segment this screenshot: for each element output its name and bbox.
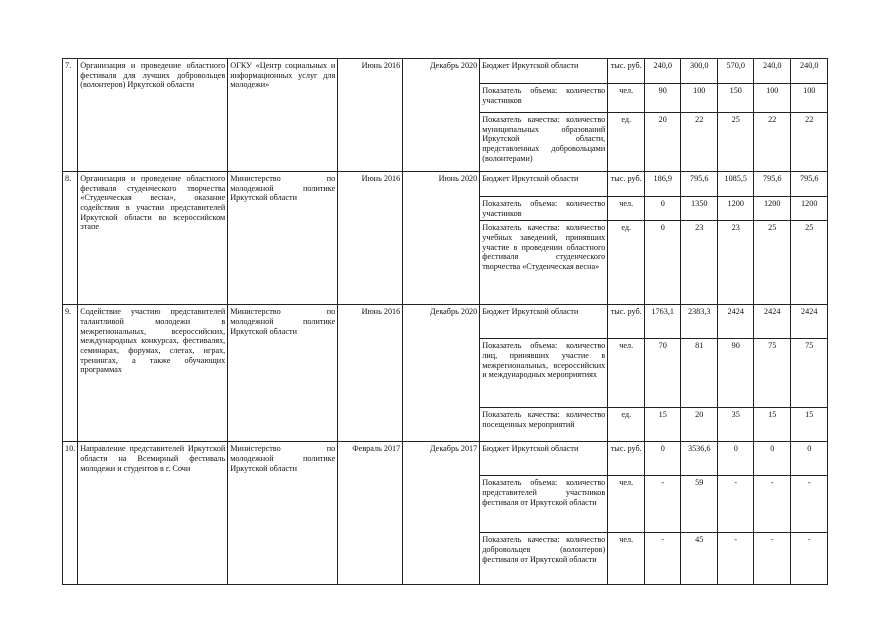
value-cell: 90 bbox=[645, 84, 681, 113]
value-cell: 75 bbox=[791, 339, 828, 408]
end-date: Декабрь 2020 bbox=[403, 305, 480, 442]
indicator-label: Показатель качества: количество посещенных мероприятий bbox=[480, 408, 608, 442]
value-cell: 2424 bbox=[791, 305, 828, 339]
value-cell: 300,0 bbox=[681, 59, 718, 84]
start-date: Июнь 2016 bbox=[338, 172, 403, 305]
start-date: Февраль 2017 bbox=[338, 442, 403, 585]
value-cell: - bbox=[791, 476, 828, 533]
value-cell: 75 bbox=[754, 339, 791, 408]
row-number: 9. bbox=[63, 305, 78, 442]
executor: Министерство по молодежной политике Иркутской области bbox=[228, 172, 338, 305]
indicator-label: Показатель качества: количество муниципальных образований Иркутской области, представленных добровольцами (волонтерами) bbox=[480, 113, 608, 172]
value-cell: - bbox=[645, 476, 681, 533]
value-cell: - bbox=[754, 533, 791, 585]
start-date: Июнь 2016 bbox=[338, 59, 403, 172]
value-cell: 20 bbox=[645, 113, 681, 172]
budget-label: Бюджет Иркутской области bbox=[480, 59, 608, 84]
value-cell: 0 bbox=[645, 442, 681, 476]
value-cell: 70 bbox=[645, 339, 681, 408]
row-number: 7. bbox=[63, 59, 78, 172]
value-cell: 45 bbox=[681, 533, 718, 585]
value-cell: 100 bbox=[754, 84, 791, 113]
unit: чел. bbox=[608, 533, 645, 585]
value-cell: 795,6 bbox=[681, 172, 718, 197]
indicator-label: Показатель качества: количество учебных заведений, принявших участие в проведении областного фестиваля студенческого творчества «Студенческая весна» bbox=[480, 221, 608, 305]
value-cell: 240,0 bbox=[791, 59, 828, 84]
indicator-label: Показатель объема: количество лиц, принявших участие в межрегиональных, всероссийских и международных мероприятиях bbox=[480, 339, 608, 408]
value-cell: 22 bbox=[754, 113, 791, 172]
budget-label: Бюджет Иркутской области bbox=[480, 305, 608, 339]
indicator-label: Показатель объема: количество участников bbox=[480, 84, 608, 113]
program-table bbox=[62, 58, 828, 585]
budget-label: Бюджет Иркутской области bbox=[480, 172, 608, 197]
unit: чел. bbox=[608, 197, 645, 221]
unit: тыс. руб. bbox=[608, 59, 645, 84]
table-row bbox=[63, 442, 828, 476]
unit: чел. bbox=[608, 339, 645, 408]
table-row bbox=[63, 59, 828, 84]
unit: ед. bbox=[608, 408, 645, 442]
value-cell: 0 bbox=[645, 197, 681, 221]
unit: тыс. руб. bbox=[608, 442, 645, 476]
value-cell: 15 bbox=[645, 408, 681, 442]
unit: тыс. руб. bbox=[608, 172, 645, 197]
value-cell: 1085,5 bbox=[718, 172, 754, 197]
start-date: Июнь 2016 bbox=[338, 305, 403, 442]
unit: ед. bbox=[608, 113, 645, 172]
value-cell: 2424 bbox=[718, 305, 754, 339]
value-cell: - bbox=[718, 476, 754, 533]
value-cell: 90 bbox=[718, 339, 754, 408]
value-cell: 25 bbox=[754, 221, 791, 305]
indicator-label: Показатель объема: количество участников bbox=[480, 197, 608, 221]
value-cell: 0 bbox=[718, 442, 754, 476]
value-cell: 2424 bbox=[754, 305, 791, 339]
value-cell: - bbox=[718, 533, 754, 585]
value-cell: 100 bbox=[791, 84, 828, 113]
activity-name: Направление представителей Иркутской области на Всемирный фестиваль молодежи и студентов в г. Сочи bbox=[78, 442, 228, 585]
value-cell: 25 bbox=[718, 113, 754, 172]
value-cell: 59 bbox=[681, 476, 718, 533]
value-cell: 25 bbox=[791, 221, 828, 305]
value-cell: 0 bbox=[645, 221, 681, 305]
value-cell: 1200 bbox=[791, 197, 828, 221]
value-cell: 570,0 bbox=[718, 59, 754, 84]
value-cell: 15 bbox=[791, 408, 828, 442]
unit: чел. bbox=[608, 84, 645, 113]
end-date: Декабрь 2020 bbox=[403, 59, 480, 172]
value-cell: 1200 bbox=[718, 197, 754, 221]
executor: ОГКУ «Центр социальных и информационных услуг для молодежи» bbox=[228, 59, 338, 172]
row-number: 8. bbox=[63, 172, 78, 305]
value-cell: 1763,1 bbox=[645, 305, 681, 339]
activity-name: Организация и проведение областного фестиваля для лучших добровольцев (волонтеров) Иркутской области bbox=[78, 59, 228, 172]
activity-name: Организация и проведение областного фестиваля студенческого творчества «Студенческая весна», оказание содействия в участии представителей Иркутской области во всероссийском этапе bbox=[78, 172, 228, 305]
executor: Министерство по молодежной политике Иркутской области bbox=[228, 442, 338, 585]
unit: тыс. руб. bbox=[608, 305, 645, 339]
value-cell: 81 bbox=[681, 339, 718, 408]
value-cell: 22 bbox=[791, 113, 828, 172]
row-number: 10. bbox=[63, 442, 78, 585]
value-cell: 795,6 bbox=[791, 172, 828, 197]
value-cell: 100 bbox=[681, 84, 718, 113]
value-cell: 23 bbox=[718, 221, 754, 305]
indicator-label: Показатель объема: количество представителей участников фестиваля от Иркутской области bbox=[480, 476, 608, 533]
value-cell: 3536,6 bbox=[681, 442, 718, 476]
table-row bbox=[63, 305, 828, 339]
table-row bbox=[63, 172, 828, 197]
unit: ед. bbox=[608, 221, 645, 305]
value-cell: - bbox=[754, 476, 791, 533]
value-cell: - bbox=[645, 533, 681, 585]
value-cell: 0 bbox=[791, 442, 828, 476]
unit: чел. bbox=[608, 476, 645, 533]
indicator-label: Показатель качества: количество добровольцев (волонтеров) фестиваля от Иркутской области bbox=[480, 533, 608, 585]
value-cell: 35 bbox=[718, 408, 754, 442]
value-cell: 186,9 bbox=[645, 172, 681, 197]
value-cell: - bbox=[791, 533, 828, 585]
activity-name: Содействие участию представителей талантливой молодежи в межрегиональных, всероссийских, международных конкурсах, фестивалях, семинарах, форумах, слетах, играх, тренингах, а также обучающих программах bbox=[78, 305, 228, 442]
value-cell: 23 bbox=[681, 221, 718, 305]
value-cell: 240,0 bbox=[645, 59, 681, 84]
value-cell: 795,6 bbox=[754, 172, 791, 197]
value-cell: 150 bbox=[718, 84, 754, 113]
value-cell: 1350 bbox=[681, 197, 718, 221]
value-cell: 2383,3 bbox=[681, 305, 718, 339]
budget-label: Бюджет Иркутской области bbox=[480, 442, 608, 476]
value-cell: 22 bbox=[681, 113, 718, 172]
value-cell: 15 bbox=[754, 408, 791, 442]
executor: Министерство по молодежной политике Иркутской области bbox=[228, 305, 338, 442]
value-cell: 0 bbox=[754, 442, 791, 476]
end-date: Декабрь 2017 bbox=[403, 442, 480, 585]
value-cell: 240,0 bbox=[754, 59, 791, 84]
value-cell: 1200 bbox=[754, 197, 791, 221]
value-cell: 20 bbox=[681, 408, 718, 442]
end-date: Июнь 2020 bbox=[403, 172, 480, 305]
